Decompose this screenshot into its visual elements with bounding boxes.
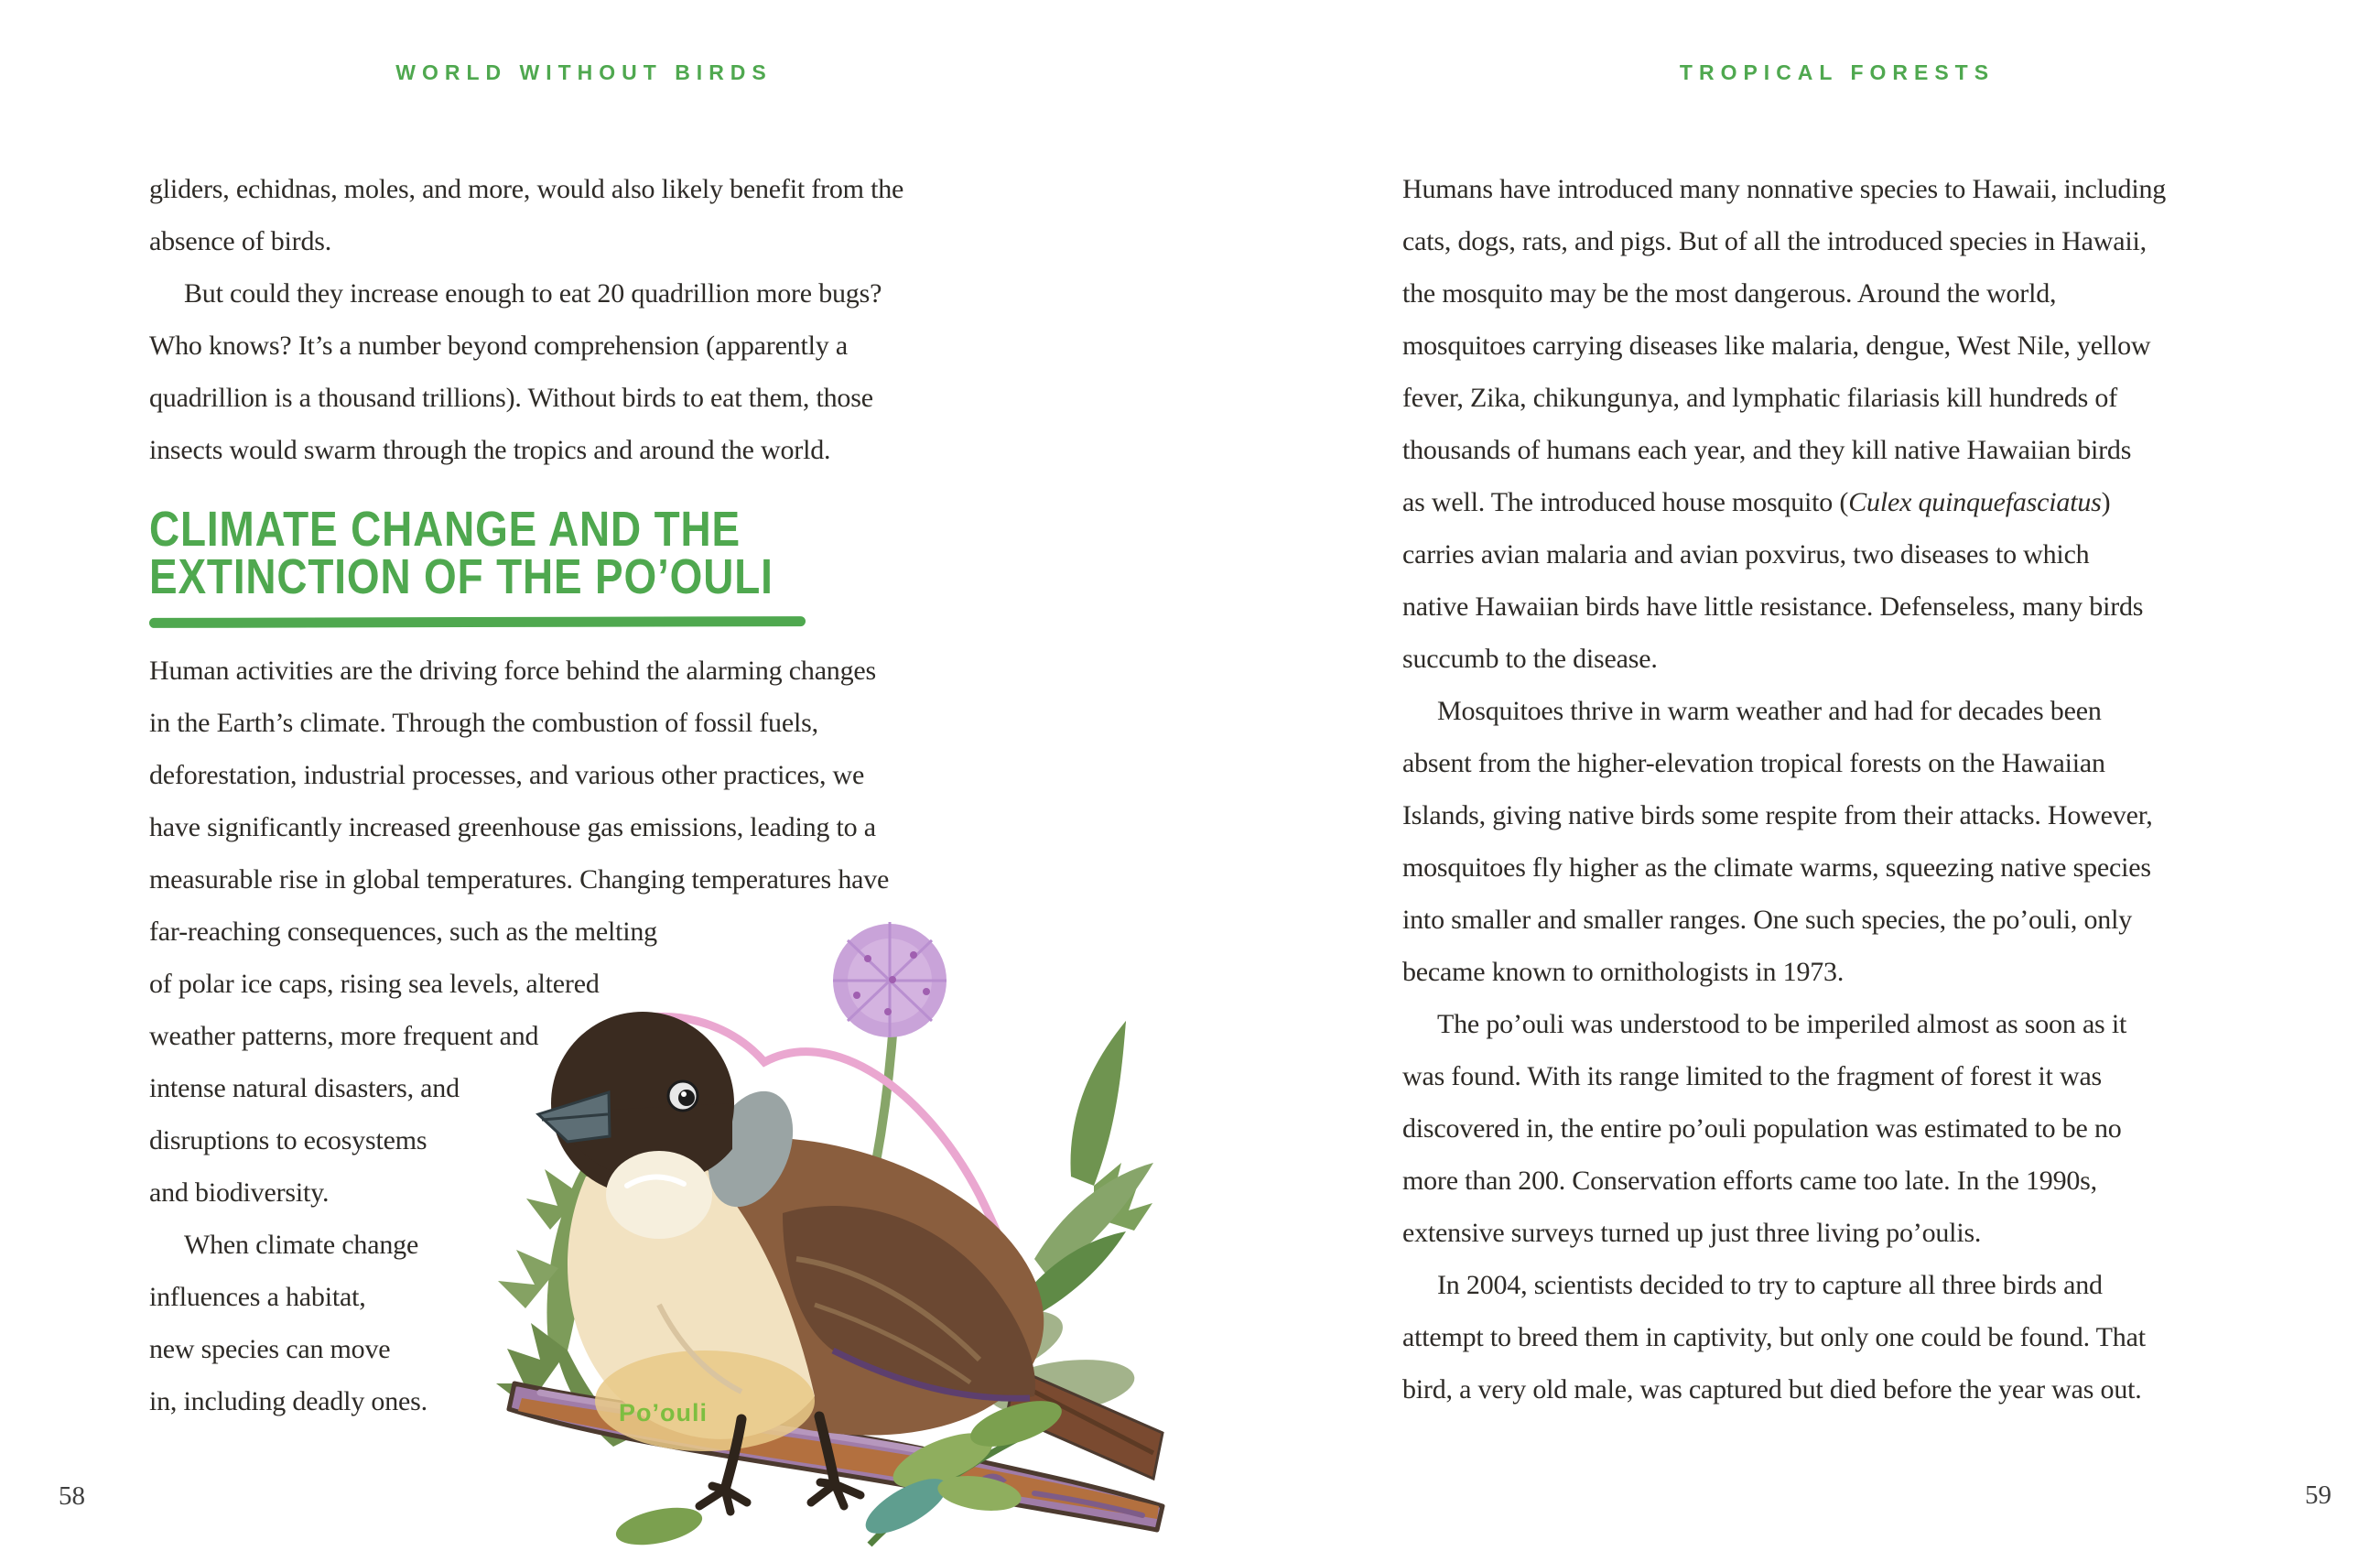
heading-underline (149, 616, 806, 628)
text-line: as well. The introduced house mosquito (Culex quinquefasciatus) (1402, 487, 2111, 517)
text-line: In 2004, scientists decided to try to capture all three birds and (1437, 1270, 2103, 1300)
text-line: far-reaching consequences, such as the melting (149, 916, 657, 947)
text-line: The po’ouli was understood to be imperiled almost as soon as it (1437, 1009, 2127, 1039)
text-line: succumb to the disease. (1402, 644, 1658, 674)
text-line: new species can move (149, 1334, 391, 1364)
text-line: of polar ice caps, rising sea levels, altered (149, 969, 600, 999)
text-line: fever, Zika, chikungunya, and lymphatic filariasis kill hundreds of (1402, 383, 2118, 413)
text-line: more than 200. Conservation efforts came too late. In the 1990s, (1402, 1166, 2097, 1196)
text-line: gliders, echidnas, moles, and more, would also likely benefit from the (149, 174, 904, 204)
text-line: thousands of humans each year, and they kill native Hawaiian birds (1402, 435, 2132, 465)
section-heading-line2: EXTINCTION OF THE PO’OULI (149, 549, 774, 604)
text-line: discovered in, the entire po’ouli population was estimated to be no (1402, 1113, 2122, 1144)
text-line: measurable rise in global temperatures. Changing temperatures have (149, 864, 890, 895)
text-line: have significantly increased greenhouse gas emissions, leading to a (149, 812, 876, 842)
section-heading (149, 502, 774, 604)
text-line: in the Earth’s climate. Through the combustion of fossil fuels, (149, 708, 818, 738)
po-ouli-illustration (430, 874, 1172, 1547)
text-line: When climate change (184, 1230, 419, 1260)
text-line: was found. With its range limited to the fragment of forest it was (1402, 1061, 2103, 1091)
text-line: Human activities are the driving force behind the alarming changes (149, 656, 877, 686)
text-line: bird, a very old male, was captured but died before the year was out. (1402, 1374, 2142, 1405)
text-line: mosquitoes carrying diseases like malaria, dengue, West Nile, yellow (1402, 331, 2151, 361)
text-line: But could they increase enough to eat 20 quadrillion more bugs? (184, 278, 882, 309)
text-line: and biodiversity. (149, 1177, 330, 1208)
text-line: mosquitoes fly higher as the climate warms, squeezing native species (1402, 852, 2151, 883)
text-line: extensive surveys turned up just three living po’oulis. (1402, 1218, 1982, 1248)
text-line: quadrillion is a thousand trillions). Without birds to eat them, those (149, 383, 873, 413)
bird-throat (606, 1151, 712, 1239)
text-line: attempt to breed them in captivity, but only one could be found. That (1402, 1322, 2146, 1352)
section-heading-line1: CLIMATE CHANGE AND THE (149, 502, 741, 557)
running-head-left: WORLD WITHOUT BIRDS (395, 60, 773, 84)
illustration-caption: Po’ouli (619, 1399, 708, 1426)
text-line: into smaller and smaller ranges. One such species, the po’ouli, only (1402, 905, 2133, 935)
text-line: native Hawaiian birds have little resistance. Defenseless, many birds (1402, 591, 2144, 622)
text-line: cats, dogs, rats, and pigs. But of all the introduced species in Hawaii, (1402, 226, 2147, 256)
text-line: Humans have introduced many nonnative species to Hawaii, including (1402, 174, 2167, 204)
left-page-intro-paragraphs (149, 163, 903, 476)
text-line: absent from the higher-elevation tropical forests on the Hawaiian (1402, 748, 2105, 778)
text-line: carries avian malaria and avian poxvirus, two diseases to which (1402, 539, 2090, 569)
pompom-flower-large (833, 922, 947, 1181)
text-line: Who knows? It’s a number beyond comprehension (apparently a (149, 331, 848, 361)
text-line: intense natural disasters, and (149, 1073, 460, 1103)
text-line: Islands, giving native birds some respite from their attacks. However, (1402, 800, 2153, 830)
page-number-left: 58 (59, 1481, 85, 1511)
text-line: weather patterns, more frequent and (149, 1021, 539, 1051)
text-line: disruptions to ecosystems (149, 1125, 427, 1155)
running-head-right: TROPICAL FORESTS (1679, 60, 1996, 84)
text-line: the mosquito may be the most dangerous. Around the world, (1402, 278, 2057, 309)
fern-right (1016, 1021, 1153, 1318)
text-line: influences a habitat, (149, 1282, 366, 1312)
text-line: became known to ornithologists in 1973. (1402, 957, 1844, 987)
text-line: absence of birds. (149, 226, 332, 256)
text-line: in, including deadly ones. (149, 1386, 427, 1416)
text-line: insects would swarm through the tropics and around the world. (149, 435, 831, 465)
text-line: deforestation, industrial processes, and various other practices, we (149, 760, 865, 790)
right-page-body-paragraphs (1402, 163, 2166, 1415)
text-line: Mosquitoes thrive in warm weather and had for decades been (1437, 696, 2102, 726)
page-number-right: 59 (2305, 1480, 2331, 1510)
